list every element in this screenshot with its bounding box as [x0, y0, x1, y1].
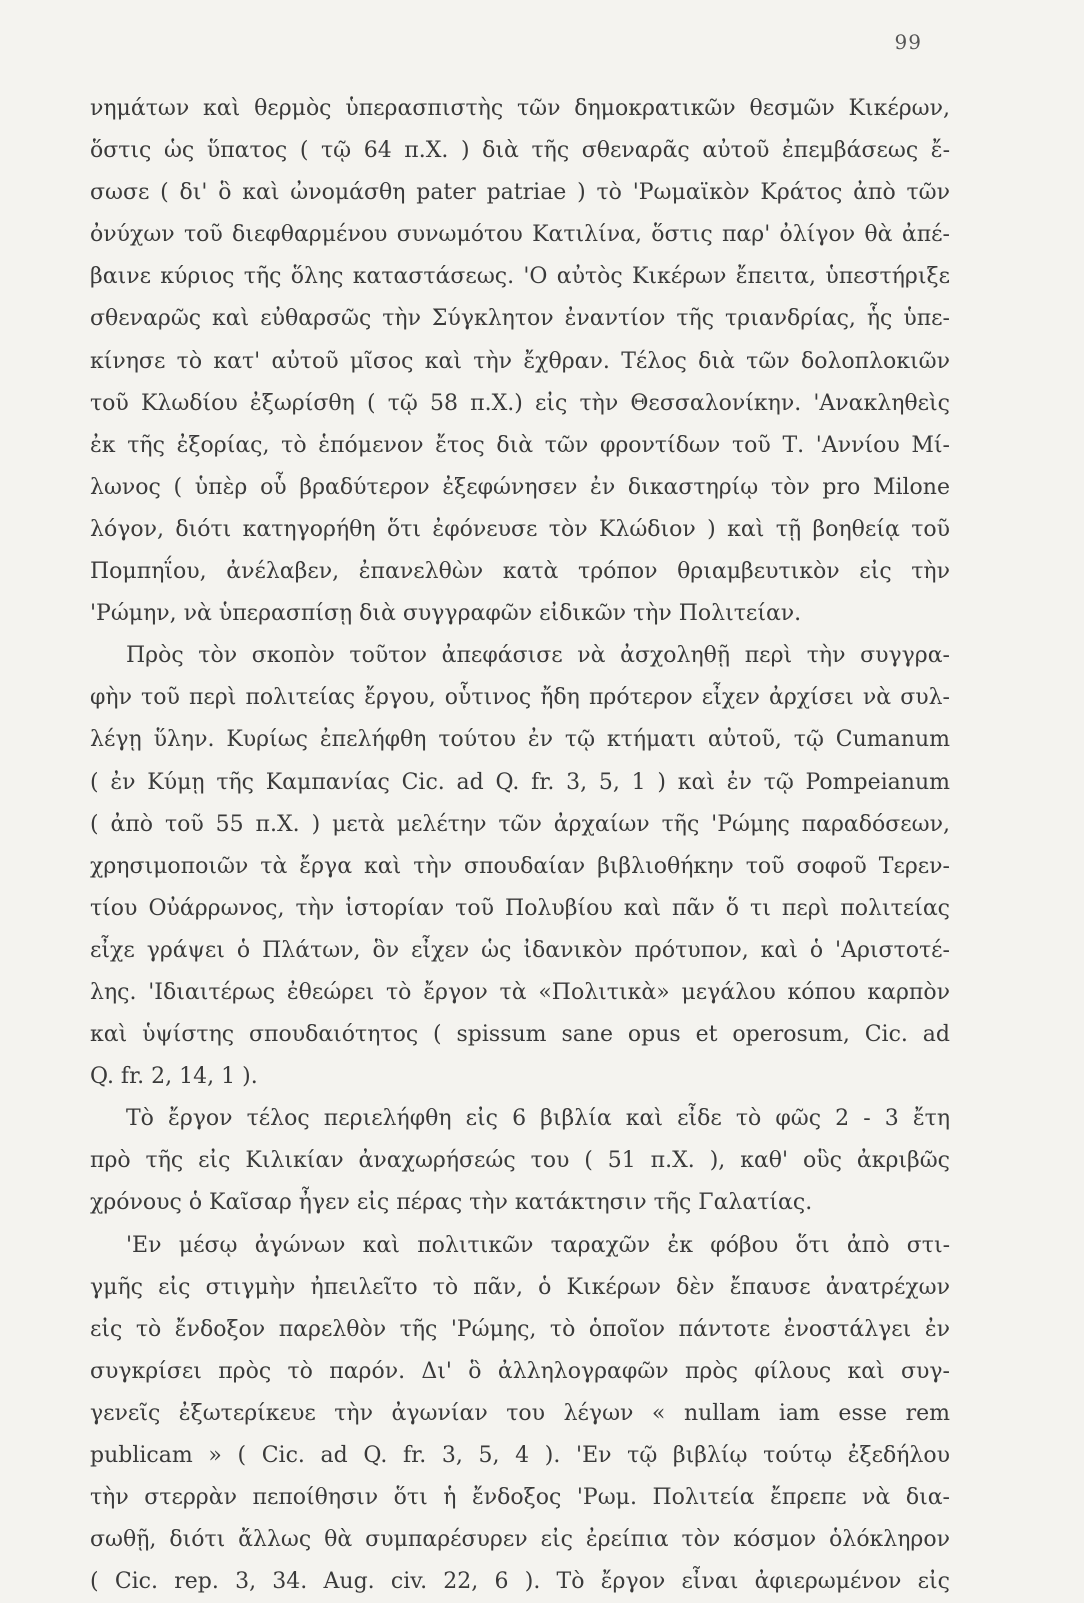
text-line: βαινε κύριος τῆς ὅλης καταστάσεως. 'Ο αὐτὸς Κικέρων ἔπειτα, ὑπεστήριξε — [90, 264, 950, 290]
text-line: 'Εν μέσῳ ἀγώνων καὶ πολιτικῶν ταραχῶν ἐκ φόβου ὅτι ἀπὸ στι- — [126, 1232, 950, 1258]
text-line: ὅστις ὡς ὕπατος ( τῷ 64 π.Χ. ) διὰ τῆς σθεναρᾶς αὐτοῦ ἐπεμβάσεως ἔ- — [90, 138, 950, 164]
page-number: 99 — [894, 30, 922, 54]
text-line: publicam » ( Cic. ad Q. fr. 3, 5, 4 ). 'Εν τῷ βιβλίῳ τούτῳ ἐξεδήλου — [90, 1443, 950, 1468]
text-line: χρησιμοποιῶν τὰ ἔργα καὶ τὴν σπουδαίαν βιβλιοθήκην τοῦ σοφοῦ Τερεν- — [90, 853, 950, 879]
text-line: Q. fr. 2, 14, 1 ). — [90, 1064, 258, 1090]
text-line: ( ἀπὸ τοῦ 55 π.Χ. ) μετὰ μελέτην τῶν ἀρχαίων τῆς 'Ρώμης παραδόσεων, — [90, 811, 950, 837]
text-line: συγκρίσει πρὸς τὸ παρόν. Δι' ὃ ἀλληλογραφῶν πρὸς φίλους καὶ συγ- — [90, 1358, 950, 1384]
text-line: 'Ρώμην, νὰ ὑπερασπίσῃ διὰ συγγραφῶν εἰδικῶν τὴν Πολιτείαν. — [90, 601, 802, 627]
text-line: κίνησε τὸ κατ' αὐτοῦ μῖσος καὶ τὴν ἔχθραν. Τέλος διὰ τῶν δολοπλοκιῶν — [90, 348, 950, 374]
text-line: Πρὸς τὸν σκοπὸν τοῦτον ἀπεφάσισε νὰ ἀσχοληθῇ περὶ τὴν συγγρα- — [126, 643, 950, 669]
text-line: λέγῃ ὕλην. Κυρίως ἐπελήφθη τούτου ἐν τῷ κτήματι αὐτοῦ, τῷ Cumanum — [90, 727, 950, 753]
text-line: εἰς τὸ ἔνδοξον παρελθὸν τῆς 'Ρώμης, τὸ ὁποῖον πάντοτε ἐνοστάλγει ἐν — [90, 1316, 950, 1342]
text-line: τὴν στερρὰν πεποίθησιν ὅτι ἡ ἔνδοξος 'Ρωμ. Πολιτεία ἔπρεπε νὰ δια- — [90, 1485, 950, 1511]
text-line: φὴν τοῦ περὶ πολιτείας ἔργου, οὗτινος ἤδη πρότερον εἶχεν ἀρχίσει νὰ συλ- — [90, 685, 950, 711]
text-line: τοῦ Κλωδίου ἐξωρίσθη ( τῷ 58 π.Χ.) εἰς τὴν Θεσσαλονίκην. 'Ανακληθεὶς — [90, 390, 950, 416]
text-line: λης. 'Ιδιαιτέρως ἐθεώρει τὸ ἔργον τὰ «Πολιτικὰ» μεγάλου κόπου καρπὸν — [90, 979, 950, 1005]
text-line: ὀνύχων τοῦ διεφθαρμένου συνωμότου Κατιλίνα, ὅστις παρ' ὀλίγον θὰ ἀπέ- — [90, 222, 950, 248]
text-line: γενεῖς ἐξωτερίκευε τὴν ἀγωνίαν του λέγων « nullam iam esse rem — [90, 1400, 950, 1426]
text-line: Πομπηΐου, ἀνέλαβεν, ἐπανελθὼν κατὰ τρόπον θριαμβευτικὸν εἰς τὴν — [90, 559, 950, 585]
text-line: καὶ ὑψίστης σπουδαιότητος ( spissum sane opus et operosum, Cic. ad — [90, 1022, 950, 1048]
text-line: Τὸ ἔργον τέλος περιελήφθη εἰς 6 βιβλία καὶ εἶδε τὸ φῶς 2 - 3 ἔτη — [126, 1106, 950, 1132]
text-line: γμῆς εἰς στιγμὴν ἠπειλεῖτο τὸ πᾶν, ὁ Κικέρων δὲν ἔπαυσε ἀνατρέχων — [90, 1274, 950, 1300]
text-line: ( Cic. rep. 3, 34. Aug. civ. 22, 6 ). Τὸ ἔργον εἶναι ἀφιερωμένον εἰς — [90, 1569, 950, 1595]
text-line: νημάτων καὶ θερμὸς ὑπερασπιστὴς τῶν δημοκρατικῶν θεσμῶν Κικέρων, — [90, 96, 950, 121]
text-line: σωθῇ, διότι ἄλλως θὰ συμπαρέσυρεν εἰς ἐρείπια τὸν κόσμον ὁλόκληρον — [90, 1527, 950, 1553]
body-text — [90, 88, 950, 1603]
text-line: ( ἐν Κύμῃ τῆς Καμπανίας Cic. ad Q. fr. 3, 5, 1 ) καὶ ἐν τῷ Pompeianum — [90, 769, 950, 795]
text-line: σθεναρῶς καὶ εὐθαρσῶς τὴν Σύγκλητον ἐναντίον τῆς τριανδρίας, ἧς ὑπε- — [90, 306, 950, 332]
text-line: χρόνους ὁ Καῖσαρ ἦγεν εἰς πέρας τὴν κατάκτησιν τῆς Γαλατίας. — [90, 1190, 813, 1216]
text-line: πρὸ τῆς εἰς Κιλικίαν ἀναχωρήσεώς του ( 51 π.Χ. ), καθ' οὓς ἀκριβῶς — [90, 1148, 950, 1174]
text-line: λωνος ( ὑπὲρ οὗ βραδύτερον ἐξεφώνησεν ἐν δικαστηρίῳ τὸν pro Milone — [90, 474, 950, 500]
text-line: τίου Οὐάρρωνος, τὴν ἱστορίαν τοῦ Πολυβίου καὶ πᾶν ὅ τι περὶ πολιτείας — [90, 895, 950, 921]
text-line: εἶχε γράψει ὁ Πλάτων, ὃν εἶχεν ὡς ἰδανικὸν πρότυπον, καὶ ὁ 'Αριστοτέ- — [90, 937, 950, 963]
text-line: λόγον, διότι κατηγορήθη ὅτι ἐφόνευσε τὸν Κλώδιον ) καὶ τῇ βοηθείᾳ τοῦ — [90, 516, 950, 542]
text-line: σωσε ( δι' ὃ καὶ ὠνομάσθη pater patriae ) τὸ 'Ρωμαϊκὸν Κράτος ἀπὸ τῶν — [90, 180, 950, 206]
text-line: ἐκ τῆς ἐξορίας, τὸ ἑπόμενον ἔτος διὰ τῶν φροντίδων τοῦ Τ. 'Αννίου Μί- — [90, 432, 950, 458]
